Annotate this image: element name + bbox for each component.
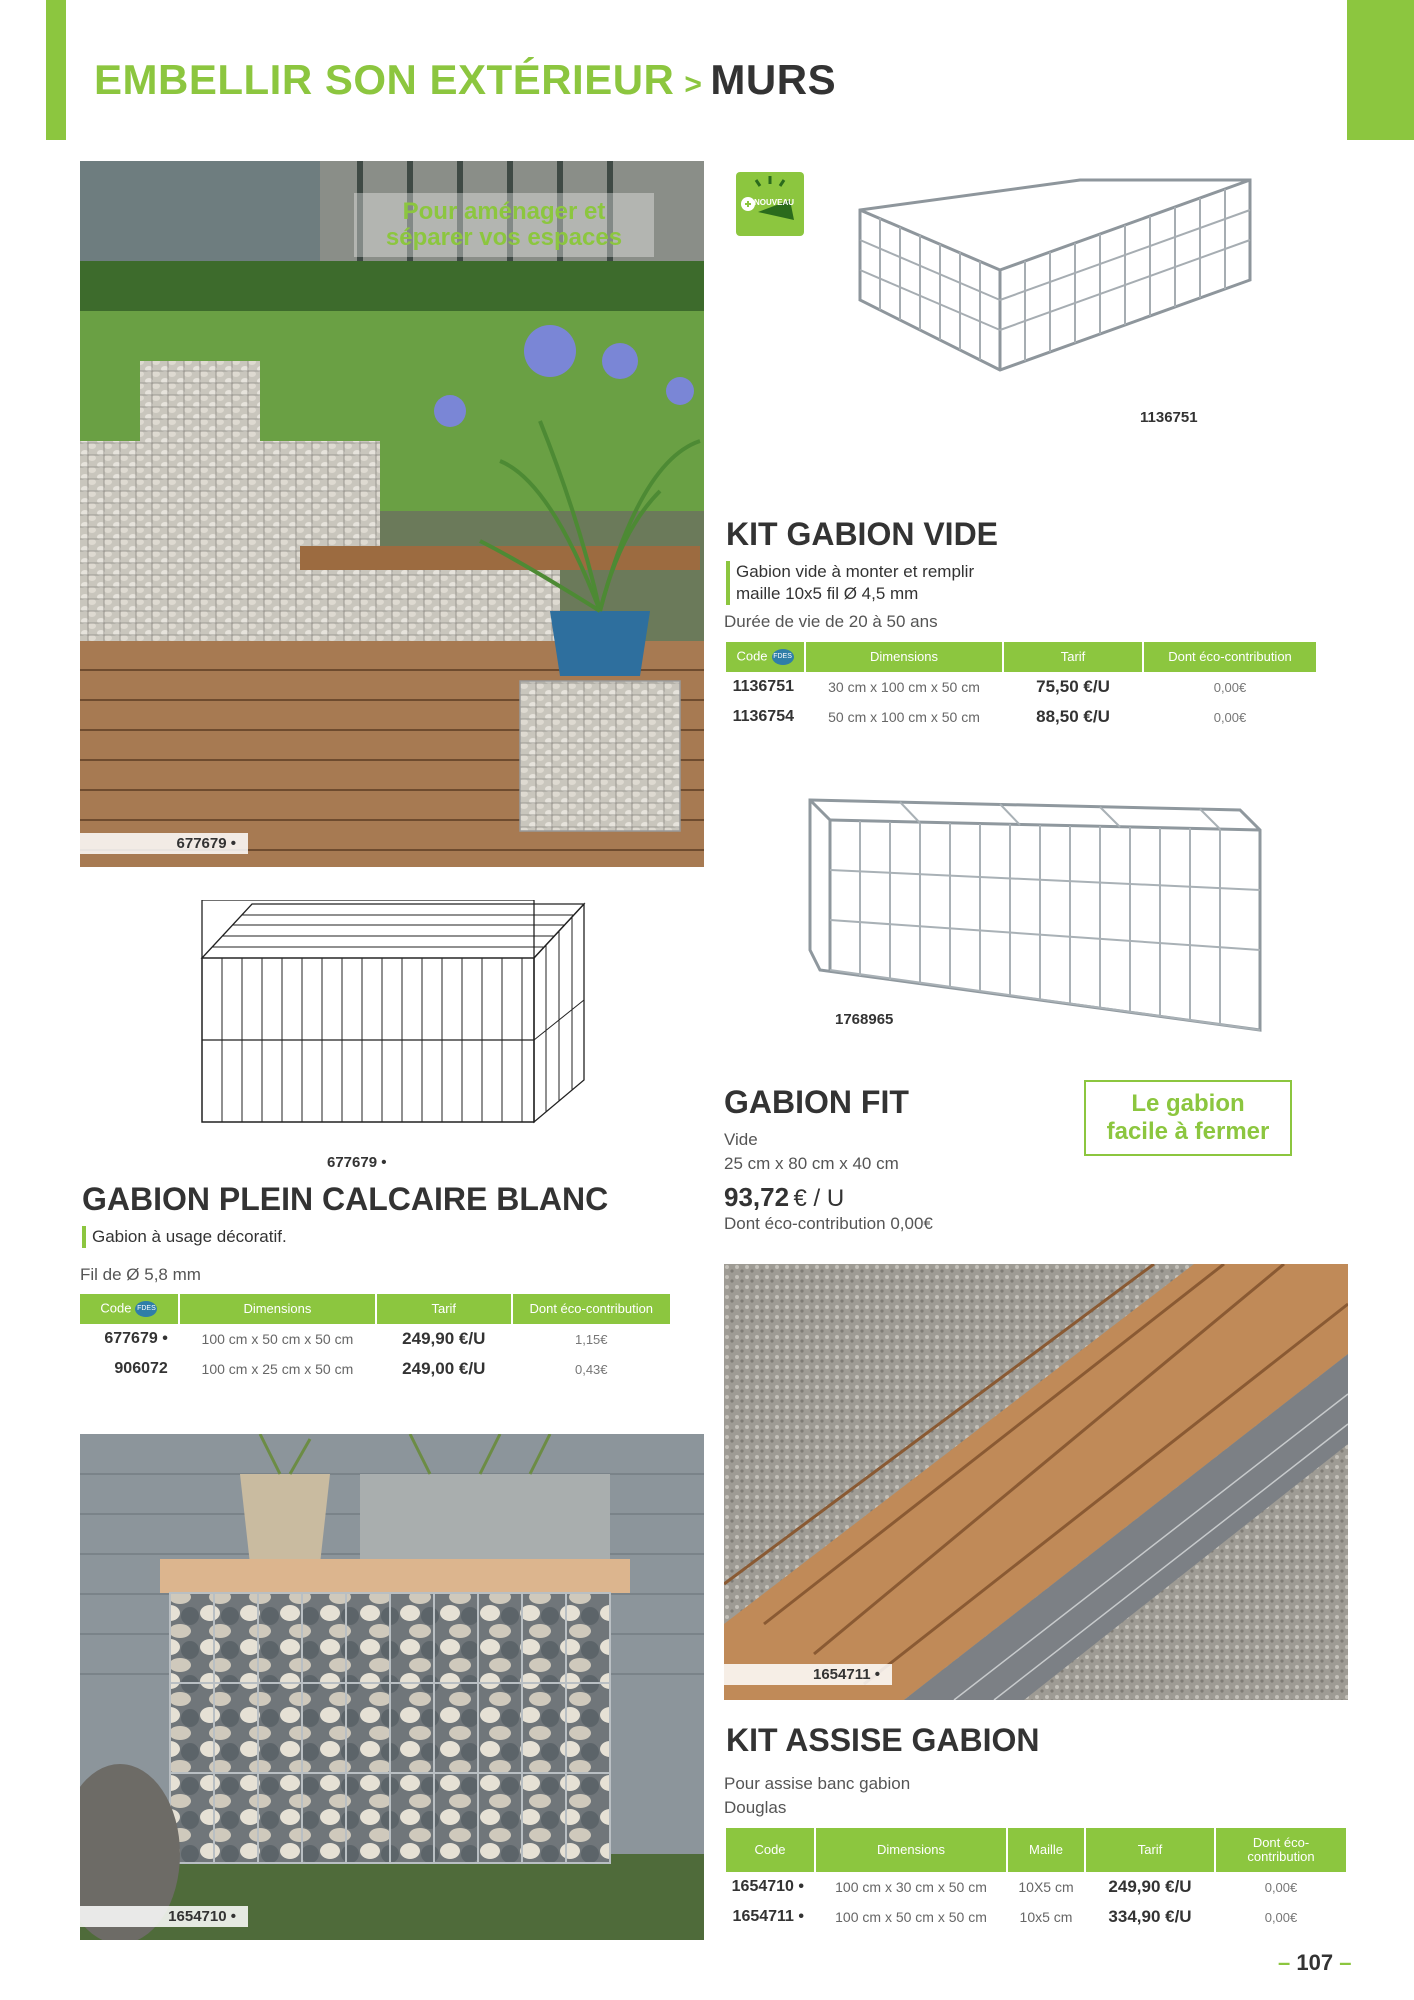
kit-gabion-vide-description: [726, 561, 1086, 605]
gabion-fit-title: GABION FIT: [724, 1084, 909, 1120]
row-tarif: 334,90 €/U: [1108, 1907, 1192, 1926]
row-code: 906072: [114, 1360, 168, 1377]
kit-gabion-vide-table: [724, 642, 1318, 732]
row-tarif: 88,50 €/U: [1036, 707, 1110, 726]
category-title: MURS: [710, 56, 837, 103]
gabion-bench-photo-right: [724, 1264, 1348, 1700]
gabion-fit-image-code: 1768965: [835, 1011, 894, 1028]
gabion-plein-drawing-code: 677679 •: [327, 1154, 387, 1171]
fdes-badge-icon: FDES: [772, 649, 794, 665]
col-tarif: Tarif: [1004, 642, 1142, 672]
col-eco: Dont éco-contribution: [1144, 642, 1316, 672]
table-row: [726, 1872, 1346, 1902]
page-number: – 107 –: [1278, 1950, 1352, 1975]
breadcrumb-separator: >: [684, 68, 703, 101]
row-code: 1136751: [732, 678, 794, 695]
photo-code-label: 1654710 •: [80, 1906, 248, 1927]
col-eco: Dont éco-contribution: [1216, 1828, 1346, 1872]
page-number-value: 107: [1296, 1950, 1334, 1975]
gabion-plein-description: Gabion à usage décoratif.: [82, 1226, 287, 1248]
bench-left-illustration: [80, 1434, 704, 1940]
fdes-badge-icon: FDES: [135, 1301, 157, 1317]
row-tarif: 249,90 €/U: [402, 1329, 486, 1348]
gabion-fit-callout: [1084, 1080, 1292, 1156]
photo-code-label: 677679 •: [80, 833, 248, 854]
col-code: Code FDES: [80, 1294, 178, 1324]
header-accent-bar-left: [46, 0, 66, 140]
header-accent-bar-right: [1347, 0, 1414, 140]
garden-photo-illustration: [80, 161, 704, 867]
row-eco: 0,00€: [1264, 1909, 1298, 1925]
new-badge-label: NOUVEAU: [754, 198, 795, 207]
gabion-fit-price-value: 93,72: [724, 1182, 790, 1212]
callout-line2: facile à fermer: [1106, 1118, 1270, 1145]
col-eco: Dont éco-contribution: [513, 1294, 670, 1324]
photo-overlay-caption: Pour aménager et séparer vos espaces: [354, 193, 654, 257]
gabion-fit-eco: Dont éco-contribution 0,00€: [724, 1214, 933, 1233]
row-maille: 10x5 cm: [1019, 1909, 1073, 1925]
gabion-plein-line-drawing: [198, 900, 598, 1140]
row-dimensions: 30 cm x 100 cm x 50 cm: [828, 679, 980, 695]
row-dimensions: 100 cm x 50 cm x 50 cm: [835, 1909, 987, 1925]
col-dimensions: Dimensions: [806, 642, 1002, 672]
row-eco: 0,00€: [1264, 1879, 1298, 1895]
callout-line1: Le gabion: [1131, 1090, 1245, 1117]
gabion-plein-wire-diameter: Fil de Ø 5,8 mm: [80, 1265, 201, 1284]
row-dimensions: 100 cm x 50 cm x 50 cm: [201, 1331, 354, 1347]
row-eco: 0,00€: [1213, 679, 1247, 695]
row-code: 677679 •: [104, 1330, 168, 1347]
col-code: Code: [726, 1828, 814, 1872]
col-dimensions: Dimensions: [180, 1294, 375, 1324]
row-dimensions: 100 cm x 30 cm x 50 cm: [835, 1879, 987, 1895]
col-maille: Maille: [1008, 1828, 1084, 1872]
table-row: [726, 672, 1316, 702]
row-eco: 0,43€: [574, 1361, 608, 1377]
gabion-fit-type: Vide: [724, 1130, 758, 1149]
kit-assise-line1: Pour assise banc gabion: [724, 1774, 911, 1793]
kit-gabion-vide-title: KIT GABION VIDE: [726, 516, 999, 552]
col-tarif: Tarif: [1086, 1828, 1214, 1872]
col-tarif: Tarif: [377, 1294, 511, 1324]
kit-assise-line2: Douglas: [724, 1798, 787, 1817]
row-maille: 10X5 cm: [1018, 1879, 1074, 1895]
col-code: Code FDES: [726, 642, 804, 672]
gabion-bench-photo-left: [80, 1434, 704, 1940]
row-tarif: 249,00 €/U: [402, 1359, 486, 1378]
bench-right-illustration: [724, 1264, 1348, 1700]
kit-gabion-vide-desc-line1: Gabion vide à monter et remplir: [736, 562, 975, 581]
gabion-fit-image: [800, 780, 1280, 1040]
gabion-fit-dimensions: 25 cm x 80 cm x 40 cm: [724, 1154, 899, 1173]
gabion-fit-price: [724, 1182, 844, 1213]
row-dimensions: 100 cm x 25 cm x 50 cm: [201, 1361, 354, 1377]
garden-gabion-photo: [80, 161, 704, 867]
gabion-fit-price-unit: € / U: [793, 1185, 845, 1212]
table-row: [80, 1354, 670, 1384]
kit-assise-title: KIT ASSISE GABION: [726, 1722, 1040, 1758]
gabion-plein-title: GABION PLEIN CALCAIRE BLANC: [82, 1181, 609, 1217]
row-code: 1654711 •: [732, 1908, 804, 1925]
table-row: [726, 702, 1316, 732]
row-tarif: 75,50 €/U: [1036, 677, 1110, 696]
row-code: 1136754: [732, 708, 794, 725]
table-row: [726, 1902, 1346, 1932]
photo-code-label: 1654711 •: [724, 1664, 892, 1685]
empty-gabion-image-code: 1136751: [1140, 409, 1198, 426]
row-tarif: 249,90 €/U: [1108, 1877, 1192, 1896]
row-eco: 1,15€: [574, 1331, 608, 1347]
page-title: [94, 56, 836, 104]
kit-gabion-vide-desc-line2: maille 10x5 fil Ø 4,5 mm: [736, 584, 919, 603]
section-title: EMBELLIR SON EXTÉRIEUR: [94, 56, 675, 103]
table-row: [80, 1324, 670, 1354]
new-badge: [736, 172, 804, 236]
row-eco: 0,00€: [1213, 709, 1247, 725]
row-code: 1654710 •: [731, 1878, 804, 1895]
col-dimensions: Dimensions: [816, 1828, 1006, 1872]
kit-assise-table: [724, 1828, 1348, 1932]
row-dimensions: 50 cm x 100 cm x 50 cm: [828, 709, 980, 725]
gabion-plein-table: [78, 1294, 672, 1384]
kit-gabion-vide-lifespan: Durée de vie de 20 à 50 ans: [724, 612, 938, 631]
